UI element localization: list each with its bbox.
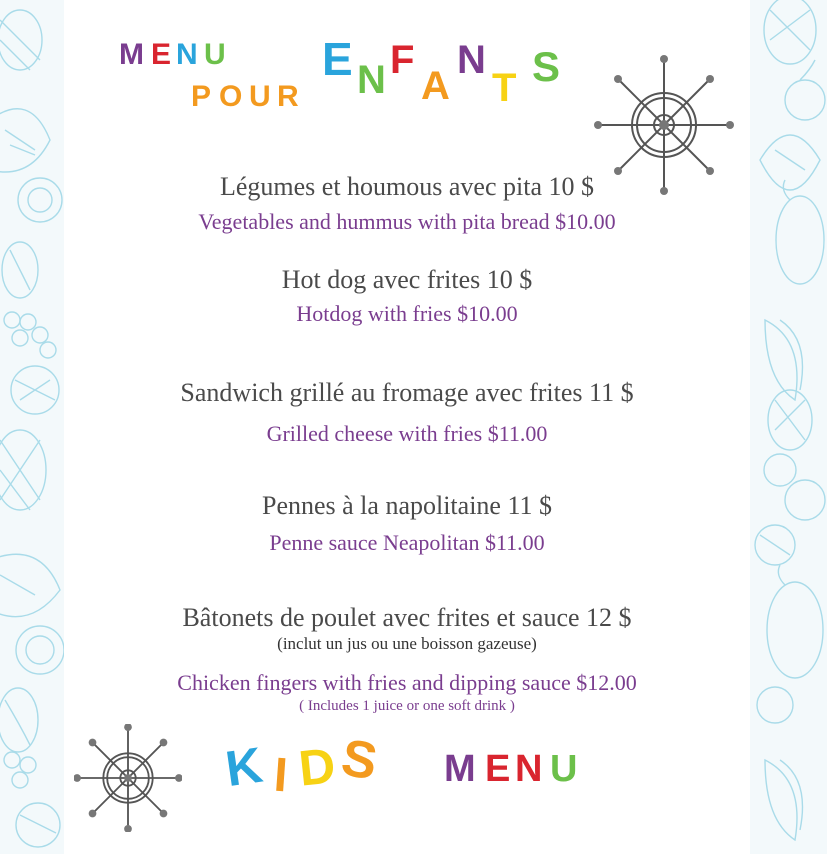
item-french-name: Pennes à la napolitaine 11 $ — [261, 491, 552, 520]
item-english-name: Vegetables and hummus with pita bread $10.00 — [198, 209, 616, 234]
title-letter: M — [119, 38, 143, 71]
title-letter: E — [322, 33, 352, 85]
item-french-name: Bâtonets de poulet avec frites et sauce 12 $ — [182, 603, 632, 632]
footer-letter: S — [337, 728, 381, 792]
footer-letter: M — [444, 748, 475, 790]
title-letter: P — [191, 80, 211, 113]
title-letter: S — [532, 43, 560, 90]
footer-letter: N — [515, 748, 542, 790]
footer-letter: I — [272, 748, 289, 803]
footer-letter: U — [550, 748, 577, 790]
item-english-name: Grilled cheese with fries $11.00 — [266, 421, 548, 446]
item-english-name: Hotdog with fries $10.00 — [296, 301, 518, 326]
fruit-pattern-left — [0, 0, 64, 854]
title-letter: E — [151, 38, 171, 71]
item-french-name: Hot dog avec frites 10 $ — [281, 265, 533, 294]
item-english-name: Chicken fingers with fries and dipping sauce $12.00 — [177, 670, 637, 695]
item-french-name: Légumes et houmous avec pita 10 $ — [219, 172, 595, 201]
footer-letter: K — [222, 736, 265, 798]
title-letter: T — [492, 66, 516, 110]
item-english-name: Penne sauce Neapolitan $11.00 — [269, 530, 545, 555]
title-letter: N — [457, 38, 485, 82]
title-letter: U — [249, 80, 270, 113]
title-letter: R — [277, 80, 298, 113]
title-letter: U — [204, 38, 225, 71]
item-english-note: ( Includes 1 juice or one soft drink ) — [299, 698, 515, 714]
title-letter: O — [219, 80, 242, 113]
item-french-name: Sandwich grillé au fromage avec frites 11 $ — [180, 378, 634, 407]
title-letter: N — [357, 58, 385, 102]
item-french-note: (inclut un jus ou une boisson gazeuse) — [277, 634, 537, 653]
footer-letter: D — [296, 737, 337, 797]
ship-wheel-icon — [74, 724, 182, 837]
title-letter: A — [421, 64, 449, 108]
menu-page — [64, 0, 750, 854]
title-letter: N — [176, 38, 197, 71]
title-letter: F — [390, 38, 414, 82]
fruit-pattern-right — [750, 0, 827, 854]
footer-letter: E — [485, 748, 510, 790]
